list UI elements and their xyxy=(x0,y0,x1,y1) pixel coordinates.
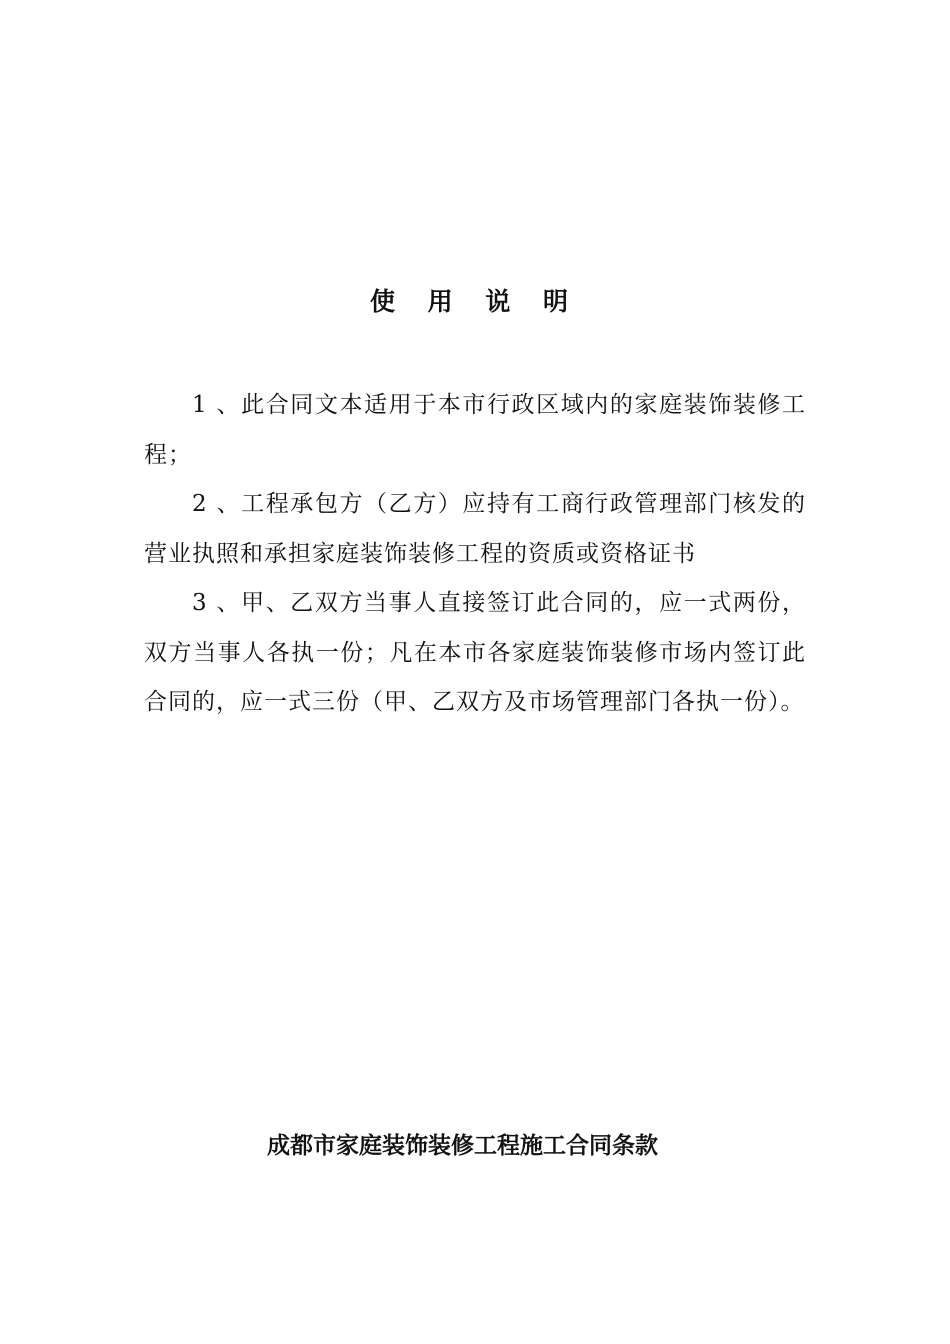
page-heading: 使 用 说 明 xyxy=(369,287,581,316)
clause-1: 1 、此合同文本适用于本市行政区域内的家庭装饰装修工程； xyxy=(144,392,806,468)
instructions-body xyxy=(144,381,806,728)
clause-3: 3 、甲、乙双方当事人直接签订此合同的，应一式两份，双方当事人各执一份；凡在本市各家庭装饰装修市场内签订此合同的，应一式三份（甲、乙双方及市场管理部门各执一份）。 xyxy=(144,590,806,715)
clause-2: 2 、工程承包方（乙方）应持有工商行政管理部门核发的营业执照和承担家庭装饰装修工程的资质或资格证书 xyxy=(144,491,806,567)
contract-title: 成都市家庭装饰装修工程施工合同条款 xyxy=(267,1133,658,1159)
